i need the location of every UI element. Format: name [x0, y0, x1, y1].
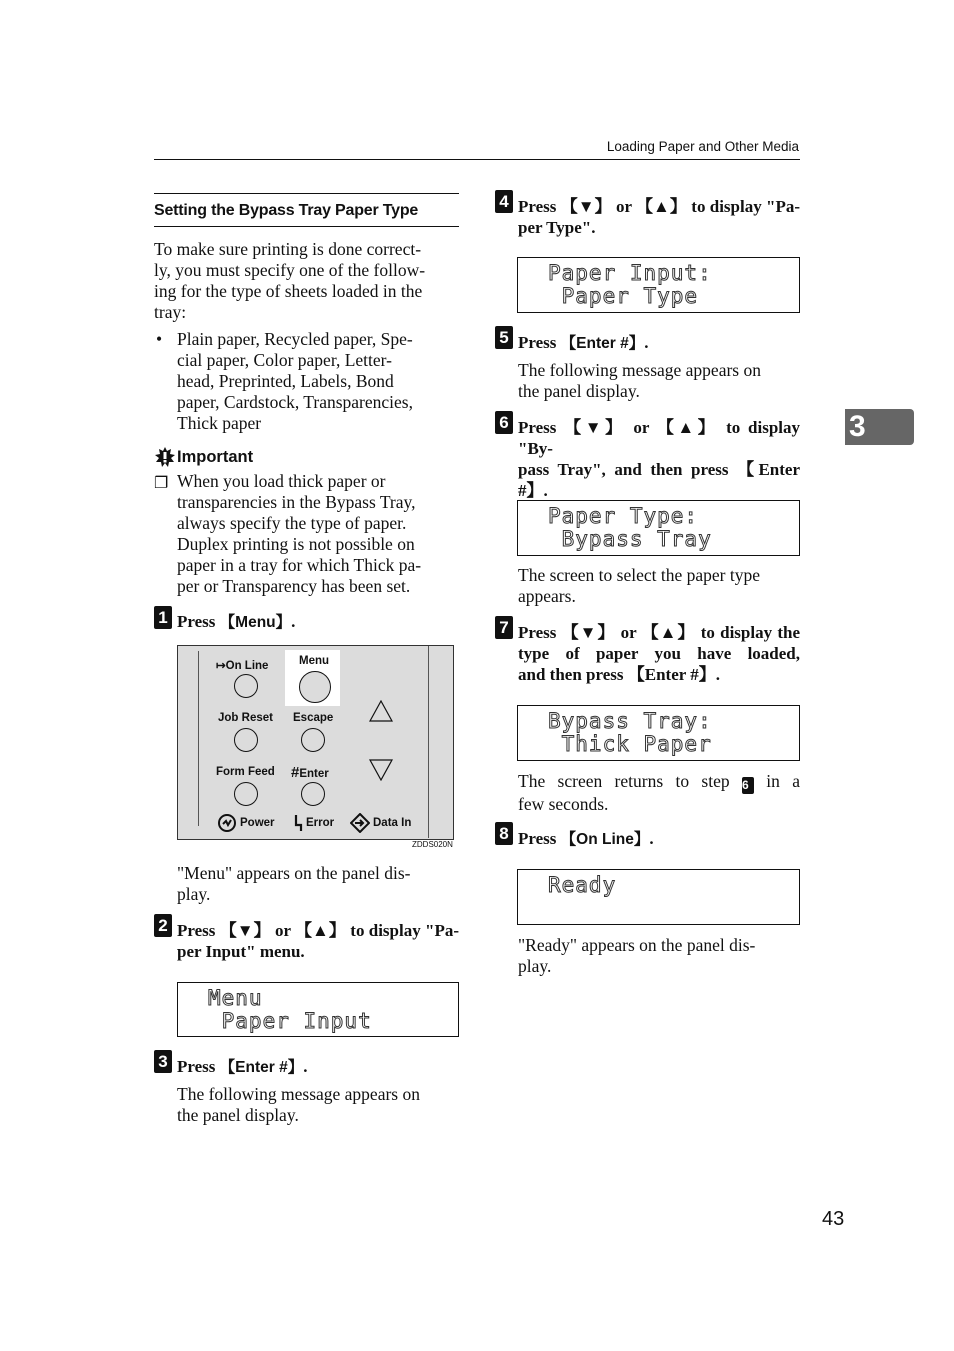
intro-line: ing for the type of sheets loaded in the	[154, 281, 423, 301]
step-6-text	[518, 417, 800, 501]
step-number-8: 8	[495, 822, 513, 845]
step-1-text: Press 【Menu】.	[177, 612, 296, 631]
lcd-line-2: Thick Paper	[548, 732, 712, 756]
bullet-line: cial paper, Color paper, Letter-	[177, 350, 392, 370]
note-line: play.	[518, 956, 552, 976]
data-in-icon	[350, 813, 370, 838]
step-line: #】.	[518, 481, 548, 500]
data-in-label: Data In	[373, 817, 412, 829]
form-feed-button	[234, 782, 258, 806]
note-line: few seconds.	[518, 794, 609, 814]
lcd-display-paper-type	[517, 500, 800, 556]
chapter-tab: 3	[845, 409, 914, 445]
figure-code: ZDDS020N	[412, 840, 453, 849]
important-icon	[154, 446, 176, 468]
step-number-5: 5	[495, 326, 513, 349]
note-line: The following message appears on	[518, 360, 761, 380]
bullet-line: head, Preprinted, Labels, Bond	[177, 371, 394, 391]
menu-button	[299, 671, 331, 703]
step-line: Press 【▼】 or 【▲】 to display "By-	[518, 418, 800, 458]
step-3-text: Press 【Enter #】.	[177, 1057, 308, 1076]
menu-label: Menu	[299, 655, 330, 667]
step-1-pre: Press	[177, 612, 220, 631]
step-5-note	[518, 360, 800, 402]
note-line: "Menu" appears on the panel dis-	[177, 863, 411, 883]
important-line: transparencies in the Bypass Tray,	[177, 492, 416, 512]
enter-button	[301, 782, 325, 806]
step-number-1: 1	[154, 606, 172, 629]
note-line: play.	[177, 884, 211, 904]
step-line: Press 【▼】 or 【▲】 to display the	[518, 623, 800, 642]
online-arrow-icon: ↦	[216, 660, 226, 672]
key-menu: Menu	[235, 614, 276, 631]
intro-paragraph	[154, 239, 459, 323]
step-number-6: 6	[495, 411, 513, 434]
note-line: The following message appears on	[177, 1084, 420, 1104]
lcd-line-2: Bypass Tray	[548, 527, 712, 551]
step-number-3: 3	[154, 1050, 172, 1073]
error-icon	[294, 814, 304, 837]
key-online: On Line	[576, 831, 634, 848]
lcd-line-1: Paper Input:	[548, 261, 712, 285]
up-arrow-icon	[369, 700, 393, 727]
step-2-text	[177, 920, 459, 962]
step-3-note	[177, 1084, 459, 1126]
online-button	[234, 674, 258, 698]
intro-line: tray:	[154, 302, 187, 322]
step-5-pre: Press	[518, 333, 561, 352]
lcd-line-2: Paper Type	[548, 284, 699, 308]
intro-line: ly, you must specify one of the follow-	[154, 260, 426, 280]
step-number-2: 2	[154, 914, 172, 937]
lcd-line-1: Menu	[208, 986, 263, 1010]
step-line: and then press 【Enter #】.	[518, 665, 720, 684]
note-line: The screen to select the paper type	[518, 565, 760, 585]
lcd-line-2: Paper Input	[208, 1009, 372, 1033]
step-7-text	[518, 622, 800, 685]
error-label: Error	[306, 817, 335, 829]
lcd-display-paper-input	[517, 257, 800, 313]
lcd-line-1: Bypass Tray:	[548, 709, 712, 733]
important-line: always specify the type of paper.	[177, 513, 407, 533]
running-header: Loading Paper and Other Media	[606, 139, 799, 154]
step-8-post: .	[649, 829, 654, 848]
enter-label: #Enter	[291, 764, 329, 781]
down-arrow-icon	[369, 759, 393, 786]
step-line: Press 【▼】 or 【▲】 to display "Pa-	[518, 197, 800, 216]
step-8-note	[518, 935, 800, 977]
lcd-display-bypass-tray	[517, 705, 800, 761]
panel-divider	[198, 651, 199, 826]
step-ref-badge: 6	[742, 777, 754, 794]
important-line: When you load thick paper or	[177, 471, 386, 491]
important-line: paper in a tray for which Thick pa-	[177, 555, 422, 575]
power-icon	[218, 814, 236, 837]
note-line	[518, 771, 800, 794]
note-line: appears.	[518, 586, 576, 606]
hash-icon: #	[291, 764, 300, 781]
lcd-line-1: Paper Type:	[548, 504, 699, 528]
note-text: in a	[753, 771, 800, 791]
important-line: Duplex printing is not possible on	[177, 534, 415, 554]
step-3-post: .	[303, 1057, 308, 1076]
escape-label: Escape	[293, 712, 334, 724]
step-5-text: Press 【Enter #】.	[518, 333, 649, 352]
step-8-text: Press 【On Line】.	[518, 829, 654, 848]
panel-divider	[428, 646, 429, 838]
important-title: Important	[177, 448, 254, 466]
step-number-4: 4	[495, 190, 513, 213]
bullet-line: Thick paper	[177, 413, 262, 433]
step-line: per Input" menu.	[177, 942, 305, 961]
note-line: "Ready" appears on the panel dis-	[518, 935, 756, 955]
online-label: ↦On Line	[216, 660, 269, 672]
paper-types-list	[177, 329, 459, 434]
step-8-pre: Press	[518, 829, 561, 848]
checkbox-icon: ❐	[154, 475, 169, 492]
step-line: pass Tray", and then press 【Enter	[518, 460, 800, 479]
step-4-text	[518, 196, 800, 238]
note-line: the panel display.	[518, 381, 640, 401]
header-rule	[154, 159, 800, 160]
bullet-dot: •	[156, 329, 163, 349]
power-label: Power	[240, 817, 275, 829]
step-line: per Type".	[518, 218, 596, 237]
step-3-pre: Press	[177, 1057, 220, 1076]
step-number-7: 7	[495, 616, 513, 639]
important-line: per or Transparency has been set.	[177, 576, 411, 596]
step-7-note	[518, 771, 800, 815]
bullet-line: paper, Cardstock, Transparencies,	[177, 392, 413, 412]
control-panel-illustration	[177, 645, 454, 840]
step-6-note	[518, 565, 800, 607]
key-enter: Enter #	[576, 335, 629, 352]
form-feed-label: Form Feed	[216, 766, 275, 778]
step-1-note	[177, 863, 459, 905]
escape-button	[301, 728, 325, 752]
step-line: type of paper you have loaded,	[518, 644, 800, 663]
intro-line: To make sure printing is done correct-	[154, 239, 422, 259]
important-text	[177, 471, 459, 597]
key-enter: Enter #	[235, 1059, 288, 1076]
note-text: The screen returns to step	[518, 771, 742, 791]
job-reset-button	[234, 728, 258, 752]
lcd-display-ready	[517, 869, 800, 925]
step-1-post: .	[291, 612, 296, 631]
step-5-post: .	[644, 333, 649, 352]
lcd-display-menu	[177, 982, 459, 1037]
page-number: 43	[822, 1208, 845, 1230]
note-line: the panel display.	[177, 1105, 299, 1125]
step-line: Press 【▼】 or 【▲】 to display "Pa-	[177, 921, 459, 940]
lcd-line-1: Ready	[548, 873, 617, 897]
section-title: Setting the Bypass Tray Paper Type	[154, 193, 459, 227]
job-reset-label: Job Reset	[218, 712, 273, 724]
bullet-line: Plain paper, Recycled paper, Spe-	[177, 329, 413, 349]
